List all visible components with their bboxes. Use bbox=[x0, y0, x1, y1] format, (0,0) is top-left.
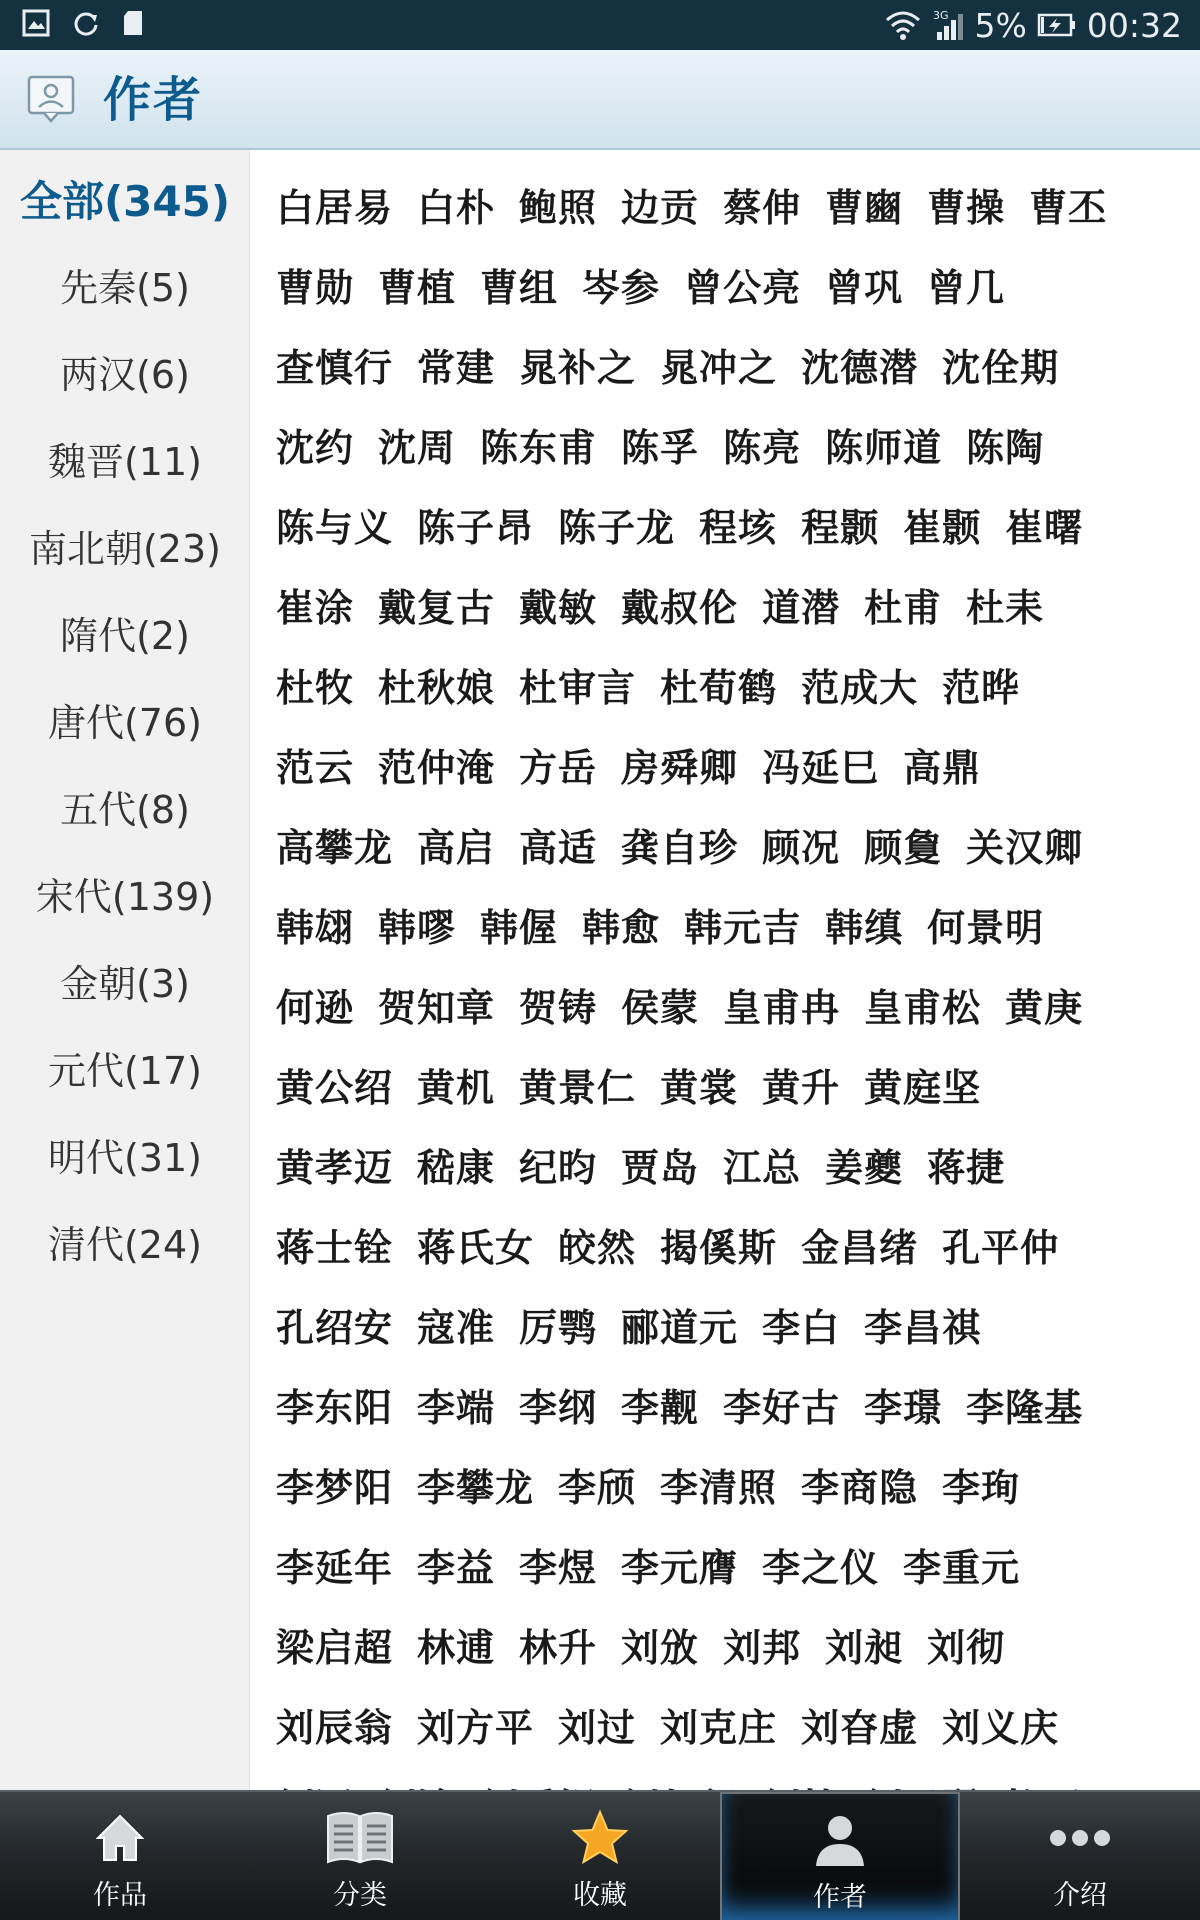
author-link[interactable]: 曹丕 bbox=[1029, 185, 1108, 230]
author-link[interactable]: 杜耒 bbox=[966, 585, 1045, 630]
author-row bbox=[276, 484, 1107, 564]
author-link[interactable]: 孔绍安 bbox=[276, 1305, 394, 1350]
wifi-icon bbox=[885, 10, 921, 40]
author-link[interactable]: 关汉卿 bbox=[966, 825, 1084, 870]
author-link[interactable]: 白朴 bbox=[417, 185, 496, 230]
author-link[interactable]: 黄公绍 bbox=[276, 1065, 394, 1110]
author-link[interactable]: 贺知章 bbox=[378, 985, 496, 1030]
author-link[interactable]: 蒋捷 bbox=[927, 1145, 1006, 1190]
sync-icon bbox=[72, 9, 100, 41]
sidebar-item[interactable]: 宋代(139) bbox=[35, 875, 215, 919]
author-link[interactable]: 李之仪 bbox=[762, 1545, 880, 1590]
nav-item[interactable] bbox=[960, 1792, 1200, 1920]
battery-percent: 5% bbox=[974, 5, 1027, 45]
author-link[interactable]: 刘攽 bbox=[621, 1625, 700, 1670]
author-link[interactable]: 道潜 bbox=[762, 585, 841, 630]
nav-item[interactable] bbox=[480, 1792, 720, 1920]
sidebar-item[interactable]: 明代(31) bbox=[47, 1136, 202, 1180]
author-link[interactable]: 刘方平 bbox=[417, 1705, 535, 1750]
author-link[interactable]: 刘昶 bbox=[825, 1625, 904, 1670]
author-link[interactable]: 李好古 bbox=[723, 1385, 841, 1430]
author-row bbox=[276, 1204, 1083, 1284]
sd-card-icon bbox=[122, 9, 144, 41]
gallery-notification-icon bbox=[22, 9, 50, 41]
author-link[interactable]: 黄庚 bbox=[1005, 985, 1084, 1030]
author-link[interactable]: 岑参 bbox=[582, 265, 661, 310]
author-link[interactable]: 曹植 bbox=[378, 265, 457, 310]
author-link[interactable]: 陈孚 bbox=[621, 425, 700, 470]
author-row bbox=[276, 1444, 1044, 1524]
status-right-icons bbox=[885, 0, 1182, 50]
author-row bbox=[276, 1524, 1044, 1604]
author-link[interactable]: 林逋 bbox=[417, 1625, 496, 1670]
author-row bbox=[276, 1364, 1107, 1444]
author-link[interactable]: 李颀 bbox=[558, 1465, 637, 1510]
author-link[interactable]: 顾敻 bbox=[864, 825, 943, 870]
author-link[interactable]: 曹操 bbox=[927, 185, 1006, 230]
page-title: 作者 bbox=[103, 72, 204, 128]
author-row bbox=[276, 404, 1068, 484]
author-link[interactable]: 蒋士铨 bbox=[276, 1225, 394, 1270]
author-link[interactable]: 李清照 bbox=[660, 1465, 778, 1510]
author-link[interactable]: 李元膺 bbox=[621, 1545, 739, 1590]
author-link[interactable]: 金昌绪 bbox=[801, 1225, 919, 1270]
author-link[interactable]: 范云 bbox=[276, 745, 355, 790]
sidebar-item[interactable]: 清代(24) bbox=[47, 1223, 202, 1267]
author-link[interactable]: 黄机 bbox=[417, 1065, 496, 1110]
nav-label: 收藏 bbox=[573, 1880, 627, 1911]
author-link[interactable]: 戴敏 bbox=[519, 585, 598, 630]
person-badge-icon bbox=[26, 74, 76, 128]
author-row bbox=[276, 1684, 1083, 1764]
author-link[interactable]: 嵇康 bbox=[417, 1145, 496, 1190]
author-link[interactable]: 姜夔 bbox=[825, 1145, 904, 1190]
author-link[interactable]: 曾公亮 bbox=[684, 265, 802, 310]
author-row bbox=[276, 324, 1083, 404]
author-link[interactable]: 刘克庄 bbox=[660, 1705, 778, 1750]
author-link[interactable]: 黄庭坚 bbox=[864, 1065, 982, 1110]
author-link[interactable]: 戴复古 bbox=[378, 585, 496, 630]
author-row bbox=[276, 564, 1068, 644]
author-link[interactable]: 顾况 bbox=[762, 825, 841, 870]
author-link[interactable]: 陈与义 bbox=[276, 505, 394, 550]
author-link[interactable]: 高启 bbox=[417, 825, 496, 870]
author-link[interactable]: 蔡伸 bbox=[723, 185, 802, 230]
author-link[interactable]: 李商隐 bbox=[801, 1465, 919, 1510]
author-row bbox=[276, 804, 1107, 884]
author-link[interactable]: 刘邦 bbox=[723, 1625, 802, 1670]
author-row bbox=[276, 724, 1005, 804]
author-link[interactable]: 李璟 bbox=[864, 1385, 943, 1430]
author-link[interactable]: 陈东甫 bbox=[480, 425, 598, 470]
sidebar-item[interactable]: 五代(8) bbox=[60, 788, 190, 832]
author-link[interactable]: 李觏 bbox=[621, 1385, 700, 1430]
author-link[interactable]: 曹豳 bbox=[825, 185, 904, 230]
author-link[interactable]: 刘义庆 bbox=[942, 1705, 1060, 1750]
author-link[interactable]: 皇甫冉 bbox=[723, 985, 841, 1030]
nav-item[interactable] bbox=[0, 1792, 240, 1920]
author-link[interactable]: 龚自珍 bbox=[621, 825, 739, 870]
author-link[interactable]: 梁启超 bbox=[276, 1625, 394, 1670]
author-link[interactable]: 李梦阳 bbox=[276, 1465, 394, 1510]
author-link[interactable]: 韩嘐 bbox=[378, 905, 457, 950]
author-link[interactable]: 范成大 bbox=[801, 665, 919, 710]
author-link[interactable]: 蒋氏女 bbox=[417, 1225, 535, 1270]
author-link[interactable]: 寇准 bbox=[417, 1305, 496, 1350]
more-dots-icon bbox=[1044, 1808, 1116, 1872]
author-row bbox=[276, 244, 1029, 324]
author-row bbox=[276, 644, 1044, 724]
author-row bbox=[276, 884, 1068, 964]
author-link[interactable]: 李珣 bbox=[942, 1465, 1021, 1510]
author-link[interactable]: 黄景仁 bbox=[519, 1065, 637, 1110]
author-link[interactable]: 厉鹗 bbox=[519, 1305, 598, 1350]
author-link[interactable]: 崔颢 bbox=[903, 505, 982, 550]
author-link[interactable]: 杜牧 bbox=[276, 665, 355, 710]
author-link[interactable]: 陈亮 bbox=[723, 425, 802, 470]
person-icon bbox=[810, 1810, 870, 1874]
battery-charging-icon bbox=[1037, 12, 1077, 38]
author-link[interactable]: 方岳 bbox=[519, 745, 598, 790]
author-link[interactable]: 李纲 bbox=[519, 1385, 598, 1430]
bottom-nav bbox=[0, 1790, 1200, 1920]
author-link[interactable]: 晁冲之 bbox=[660, 345, 778, 390]
author-link[interactable]: 刘辰翁 bbox=[276, 1705, 394, 1750]
author-link[interactable]: 刘过 bbox=[558, 1705, 637, 1750]
author-link[interactable]: 李延年 bbox=[276, 1545, 394, 1590]
author-link[interactable]: 何逊 bbox=[276, 985, 355, 1030]
author-row bbox=[276, 1284, 1005, 1364]
author-link[interactable]: 戴叔伦 bbox=[621, 585, 739, 630]
author-link[interactable]: 李端 bbox=[417, 1385, 496, 1430]
author-link[interactable]: 韩翃 bbox=[276, 905, 355, 950]
author-link[interactable]: 韩缜 bbox=[825, 905, 904, 950]
author-row bbox=[276, 1604, 1029, 1684]
author-link[interactable]: 沈德潜 bbox=[801, 345, 919, 390]
author-link[interactable]: 杜审言 bbox=[519, 665, 637, 710]
author-list bbox=[250, 150, 1200, 1790]
sidebar-item-all[interactable]: 全部(345) bbox=[19, 177, 231, 226]
book-icon bbox=[324, 1808, 396, 1872]
sidebar-item[interactable]: 金朝(3) bbox=[60, 962, 190, 1006]
author-link[interactable]: 陈陶 bbox=[966, 425, 1045, 470]
author-link[interactable]: 高攀龙 bbox=[276, 825, 394, 870]
sidebar-item[interactable]: 魏晋(11) bbox=[47, 440, 202, 484]
author-link[interactable]: 林升 bbox=[519, 1625, 598, 1670]
author-row bbox=[276, 164, 1131, 244]
dynasty-sidebar bbox=[0, 150, 250, 1790]
author-link[interactable]: 黄裳 bbox=[660, 1065, 739, 1110]
author-link[interactable]: 曾巩 bbox=[825, 265, 904, 310]
author-link[interactable]: 皎然 bbox=[558, 1225, 637, 1270]
app-header bbox=[0, 50, 1200, 150]
author-link[interactable]: 沈周 bbox=[378, 425, 457, 470]
author-link[interactable]: 查慎行 bbox=[276, 345, 394, 390]
status-bar bbox=[0, 0, 1200, 50]
author-link[interactable]: 崔曙 bbox=[1005, 505, 1084, 550]
author-link[interactable]: 鲍照 bbox=[519, 185, 598, 230]
home-icon bbox=[90, 1808, 150, 1872]
author-link[interactable]: 江总 bbox=[723, 1145, 802, 1190]
author-link[interactable]: 程颢 bbox=[801, 505, 880, 550]
author-link[interactable]: 白居易 bbox=[276, 185, 394, 230]
author-link[interactable]: 沈约 bbox=[276, 425, 355, 470]
author-link[interactable]: 黄升 bbox=[762, 1065, 841, 1110]
author-link[interactable]: 边贡 bbox=[621, 185, 700, 230]
author-link[interactable]: 刘昚虚 bbox=[801, 1705, 919, 1750]
nav-label: 作品 bbox=[93, 1880, 147, 1911]
author-row bbox=[276, 964, 1107, 1044]
author-link[interactable]: 李益 bbox=[417, 1545, 496, 1590]
sidebar-item[interactable]: 唐代(76) bbox=[47, 701, 202, 745]
network-type-label: 3G bbox=[932, 9, 949, 22]
author-link[interactable]: 杜秋娘 bbox=[378, 665, 496, 710]
author-link[interactable]: 高适 bbox=[519, 825, 598, 870]
author-link[interactable]: 李白 bbox=[762, 1305, 841, 1350]
author-link[interactable]: 李攀龙 bbox=[417, 1465, 535, 1510]
sidebar-item[interactable]: 两汉(6) bbox=[60, 353, 190, 397]
author-link[interactable]: 崔涂 bbox=[276, 585, 355, 630]
author-link[interactable]: 范仲淹 bbox=[378, 745, 496, 790]
author-link[interactable]: 何景明 bbox=[927, 905, 1045, 950]
author-link[interactable]: 郦道元 bbox=[621, 1305, 739, 1350]
nav-item[interactable] bbox=[240, 1792, 480, 1920]
author-link[interactable]: 陈子龙 bbox=[558, 505, 676, 550]
status-left-icons bbox=[22, 0, 144, 50]
author-link[interactable]: 孔平仲 bbox=[942, 1225, 1060, 1270]
author-link[interactable]: 高鼎 bbox=[903, 745, 982, 790]
author-link[interactable]: 陈师道 bbox=[825, 425, 943, 470]
sidebar-item[interactable]: 先秦(5) bbox=[60, 266, 190, 310]
author-link[interactable]: 杜荀鹤 bbox=[660, 665, 778, 710]
author-link[interactable]: 常建 bbox=[417, 345, 496, 390]
author-row bbox=[276, 1124, 1029, 1204]
nav-label: 分类 bbox=[333, 1880, 387, 1911]
author-link[interactable]: 李重元 bbox=[903, 1545, 1021, 1590]
star-icon bbox=[570, 1808, 630, 1872]
author-link[interactable]: 韩偓 bbox=[480, 905, 559, 950]
author-link[interactable]: 曾几 bbox=[927, 265, 1006, 310]
author-link[interactable]: 侯蒙 bbox=[621, 985, 700, 1030]
signal-icon bbox=[931, 8, 965, 42]
nav-item[interactable] bbox=[720, 1792, 960, 1920]
author-link[interactable]: 李煜 bbox=[519, 1545, 598, 1590]
author-link[interactable]: 曹组 bbox=[480, 265, 559, 310]
author-link[interactable]: 李隆基 bbox=[966, 1385, 1084, 1430]
author-link[interactable]: 房舜卿 bbox=[621, 745, 739, 790]
nav-label: 介绍 bbox=[1053, 1880, 1107, 1911]
author-link[interactable]: 李昌祺 bbox=[864, 1305, 982, 1350]
author-link[interactable]: 李东阳 bbox=[276, 1385, 394, 1430]
author-row bbox=[276, 1044, 1005, 1124]
author-link[interactable]: 贺铸 bbox=[519, 985, 598, 1030]
author-link[interactable]: 贾岛 bbox=[621, 1145, 700, 1190]
author-link[interactable]: 陈子昂 bbox=[417, 505, 535, 550]
sidebar-item[interactable]: 南北朝(23) bbox=[28, 527, 221, 571]
sidebar-item[interactable]: 元代(17) bbox=[47, 1049, 202, 1093]
author-link[interactable]: 范晔 bbox=[942, 665, 1021, 710]
sidebar-item[interactable]: 隋代(2) bbox=[60, 614, 190, 658]
author-link[interactable]: 皇甫松 bbox=[864, 985, 982, 1030]
author-link[interactable]: 程垓 bbox=[699, 505, 778, 550]
author-link[interactable]: 冯延巳 bbox=[762, 745, 880, 790]
author-link[interactable]: 韩愈 bbox=[582, 905, 661, 950]
author-link[interactable]: 沈佺期 bbox=[942, 345, 1060, 390]
author-link[interactable]: 韩元吉 bbox=[684, 905, 802, 950]
author-link[interactable]: 黄孝迈 bbox=[276, 1145, 394, 1190]
author-link[interactable]: 杜甫 bbox=[864, 585, 943, 630]
nav-label: 作者 bbox=[813, 1882, 867, 1913]
author-link[interactable]: 曹勋 bbox=[276, 265, 355, 310]
author-link[interactable]: 揭傒斯 bbox=[660, 1225, 778, 1270]
author-link[interactable]: 刘彻 bbox=[927, 1625, 1006, 1670]
clock: 00:32 bbox=[1086, 5, 1182, 45]
author-link[interactable]: 晁补之 bbox=[519, 345, 637, 390]
author-link[interactable]: 纪昀 bbox=[519, 1145, 598, 1190]
